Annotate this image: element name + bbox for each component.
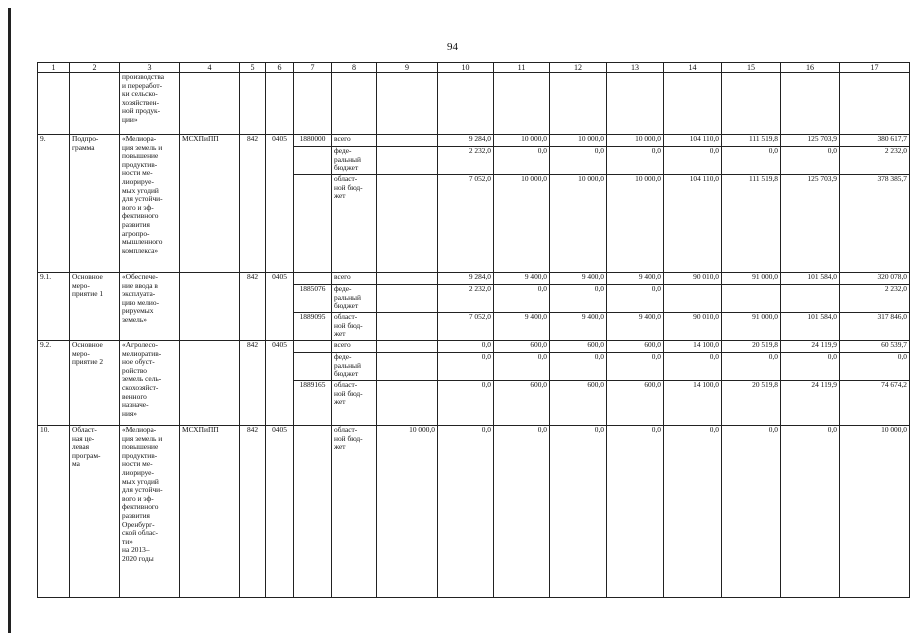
col-header-1: 1 (38, 63, 70, 73)
amount-cell: 378 385,7 (840, 175, 910, 273)
target-article-cell: 1880000 (294, 135, 332, 147)
amount-cell: 0,0 (494, 426, 550, 598)
target-article-cell (294, 175, 332, 273)
amount-cell: 0,0 (438, 381, 494, 426)
amount-cell: 600,0 (494, 341, 550, 353)
amount-cell (550, 73, 607, 135)
funding-source-cell: област- ной бюд- жет (332, 381, 377, 426)
amount-cell: 2 232,0 (840, 147, 910, 175)
amount-cell: 60 539,7 (840, 341, 910, 353)
section-code-cell: 0405 (266, 341, 294, 426)
funding-source-cell: всего (332, 273, 377, 285)
col-header-13: 13 (607, 63, 664, 73)
amount-cell: 104 110,0 (664, 175, 722, 273)
amount-cell: 0,0 (607, 285, 664, 313)
col-header-2: 2 (70, 63, 120, 73)
section-code-cell: 0405 (266, 135, 294, 273)
amount-cell: 10 000,0 (840, 426, 910, 598)
amount-cell (664, 73, 722, 135)
amount-cell: 101 584,0 (781, 273, 840, 285)
amount-cell (377, 341, 438, 353)
amount-cell: 0,0 (550, 285, 607, 313)
row-number-cell: 9.1. (38, 273, 70, 341)
amount-cell: 20 519,8 (722, 381, 781, 426)
row-number-cell: 9.2. (38, 341, 70, 426)
amount-cell (377, 353, 438, 381)
amount-cell: 320 078,0 (840, 273, 910, 285)
item-type-cell: Основное меро- приятие 1 (70, 273, 120, 341)
funding-source-cell: феде- ральный бюджет (332, 285, 377, 313)
amount-cell: 10 000,0 (550, 175, 607, 273)
amount-cell: 600,0 (607, 341, 664, 353)
amount-cell: 0,0 (494, 353, 550, 381)
amount-cell: 2 232,0 (438, 147, 494, 175)
amount-cell (781, 73, 840, 135)
amount-cell: 10 000,0 (377, 426, 438, 598)
amount-cell: 91 000,0 (722, 313, 781, 341)
item-name-cell: производства и переработ- ки сельско- хозяйствен- ной продук- ции» (120, 73, 180, 135)
amount-cell: 9 400,0 (494, 273, 550, 285)
item-name-cell: «Агролесо- мелиоратив- ное обуст- ройство земель сель- скохозяйст- венного назначе- ния» (120, 341, 180, 426)
col-header-3: 3 (120, 63, 180, 73)
amount-cell: 9 400,0 (494, 313, 550, 341)
amount-cell: 90 010,0 (664, 273, 722, 285)
amount-cell: 0,0 (607, 353, 664, 381)
amount-cell: 0,0 (494, 285, 550, 313)
executor-cell: МСХПиПП (180, 135, 240, 273)
amount-cell (781, 285, 840, 313)
amount-cell: 600,0 (550, 341, 607, 353)
amount-cell: 104 110,0 (664, 135, 722, 147)
amount-cell: 0,0 (664, 353, 722, 381)
amount-cell: 600,0 (607, 381, 664, 426)
amount-cell (840, 73, 910, 135)
amount-cell: 9 284,0 (438, 273, 494, 285)
amount-cell (377, 381, 438, 426)
col-header-14: 14 (664, 63, 722, 73)
amount-cell: 9 400,0 (550, 273, 607, 285)
amount-cell: 125 703,9 (781, 175, 840, 273)
amount-cell (377, 313, 438, 341)
budget-table (37, 62, 910, 598)
item-name-cell: «Мелиора- ция земель и повышение продуктив- ности ме- лиорируе- мых угодий для устойчи- вого и эф- фективного развития агропро- мышленного комплекса» (120, 135, 180, 273)
item-name-cell: «Обеспече- ние ввода в эксплуата- цию мелио- рируемых земель» (120, 273, 180, 341)
amount-cell: 10 000,0 (607, 135, 664, 147)
funding-source-cell (332, 73, 377, 135)
target-article-cell (294, 341, 332, 353)
amount-cell: 0,0 (494, 147, 550, 175)
amount-cell (377, 273, 438, 285)
section-code-cell (266, 73, 294, 135)
amount-cell: 14 100,0 (664, 341, 722, 353)
amount-cell: 111 519,8 (722, 175, 781, 273)
col-header-10: 10 (438, 63, 494, 73)
executor-cell: МСХПиПП (180, 426, 240, 598)
amount-cell: 0,0 (722, 426, 781, 598)
amount-cell: 0,0 (664, 426, 722, 598)
executor-cell (180, 341, 240, 426)
amount-cell: 9 400,0 (607, 273, 664, 285)
funding-source-cell: област- ной бюд- жет (332, 175, 377, 273)
row-number-cell: 10. (38, 426, 70, 598)
col-header-9: 9 (377, 63, 438, 73)
amount-cell: 2 232,0 (840, 285, 910, 313)
amount-cell (494, 73, 550, 135)
amount-cell: 24 119,9 (781, 341, 840, 353)
amount-cell: 0,0 (722, 353, 781, 381)
row-number-cell: 9. (38, 135, 70, 273)
amount-cell: 0,0 (781, 147, 840, 175)
col-header-5: 5 (240, 63, 266, 73)
amount-cell: 125 703,9 (781, 135, 840, 147)
amount-cell: 10 000,0 (494, 175, 550, 273)
amount-cell: 0,0 (781, 426, 840, 598)
amount-cell (607, 73, 664, 135)
col-header-8: 8 (332, 63, 377, 73)
amount-cell: 101 584,0 (781, 313, 840, 341)
target-article-cell (294, 273, 332, 285)
target-article-cell (294, 147, 332, 175)
amount-cell: 0,0 (664, 147, 722, 175)
amount-cell: 600,0 (494, 381, 550, 426)
amount-cell: 2 232,0 (438, 285, 494, 313)
amount-cell: 7 052,0 (438, 313, 494, 341)
amount-cell (377, 135, 438, 147)
amount-cell: 9 400,0 (607, 313, 664, 341)
grbs-code-cell: 842 (240, 135, 266, 273)
page-edge-bar (8, 8, 11, 633)
amount-cell: 0,0 (550, 353, 607, 381)
item-name-cell: «Мелиора- ция земель и повышение продуктив- ности ме- лиорируе- мых угодий для устойчи- вого и эф- фективного развития Оренбург- ской облас- ти» на 2013– 2020 годы (120, 426, 180, 598)
page-number: 94 (447, 41, 458, 53)
target-article-cell (294, 73, 332, 135)
amount-cell: 10 000,0 (494, 135, 550, 147)
amount-cell (377, 73, 438, 135)
col-header-17: 17 (840, 63, 910, 73)
item-type-cell: Област- ная це- левая програм- ма (70, 426, 120, 598)
funding-source-cell: област- ной бюд- жет (332, 313, 377, 341)
col-header-12: 12 (550, 63, 607, 73)
amount-cell: 7 052,0 (438, 175, 494, 273)
target-article-cell (294, 353, 332, 381)
amount-cell: 90 010,0 (664, 313, 722, 341)
col-header-7: 7 (294, 63, 332, 73)
amount-cell: 0,0 (438, 426, 494, 598)
col-header-4: 4 (180, 63, 240, 73)
amount-cell (722, 73, 781, 135)
amount-cell: 91 000,0 (722, 273, 781, 285)
amount-cell: 317 846,0 (840, 313, 910, 341)
amount-cell: 0,0 (550, 147, 607, 175)
grbs-code-cell (240, 73, 266, 135)
table-row (38, 341, 910, 353)
amount-cell: 0,0 (607, 147, 664, 175)
amount-cell: 0,0 (840, 353, 910, 381)
section-code-cell: 0405 (266, 273, 294, 341)
executor-cell (180, 273, 240, 341)
col-header-15: 15 (722, 63, 781, 73)
col-header-16: 16 (781, 63, 840, 73)
amount-cell: 0,0 (781, 353, 840, 381)
target-article-cell (294, 426, 332, 598)
amount-cell: 111 519,8 (722, 135, 781, 147)
section-code-cell: 0405 (266, 426, 294, 598)
amount-cell: 9 284,0 (438, 135, 494, 147)
amount-cell: 380 617,7 (840, 135, 910, 147)
amount-cell: 20 519,8 (722, 341, 781, 353)
col-header-11: 11 (494, 63, 550, 73)
amount-cell: 14 100,0 (664, 381, 722, 426)
funding-source-cell: феде- ральный бюджет (332, 147, 377, 175)
funding-source-cell: всего (332, 341, 377, 353)
amount-cell: 74 674,2 (840, 381, 910, 426)
grbs-code-cell: 842 (240, 273, 266, 341)
funding-source-cell: област- ной бюд- жет (332, 426, 377, 598)
amount-cell (377, 175, 438, 273)
table-row (38, 73, 910, 135)
amount-cell: 10 000,0 (607, 175, 664, 273)
amount-cell: 0,0 (607, 426, 664, 598)
amount-cell (664, 285, 722, 313)
table-row (38, 273, 910, 285)
executor-cell (180, 73, 240, 135)
amount-cell (377, 147, 438, 175)
table-row (38, 135, 910, 147)
amount-cell: 0,0 (722, 147, 781, 175)
target-article-cell: 1889165 (294, 381, 332, 426)
amount-cell: 0,0 (438, 353, 494, 381)
target-article-cell: 1885076 (294, 285, 332, 313)
amount-cell (722, 285, 781, 313)
amount-cell (438, 73, 494, 135)
funding-source-cell: всего (332, 135, 377, 147)
item-type-cell (70, 73, 120, 135)
amount-cell: 600,0 (550, 381, 607, 426)
row-number-cell (38, 73, 70, 135)
column-number-header (38, 63, 910, 73)
item-type-cell: Основное меро- приятие 2 (70, 341, 120, 426)
item-type-cell: Подпро- грамма (70, 135, 120, 273)
table-row (38, 426, 910, 598)
col-header-6: 6 (266, 63, 294, 73)
funding-source-cell: феде- ральный бюджет (332, 353, 377, 381)
amount-cell: 24 119,9 (781, 381, 840, 426)
amount-cell: 10 000,0 (550, 135, 607, 147)
amount-cell: 9 400,0 (550, 313, 607, 341)
grbs-code-cell: 842 (240, 426, 266, 598)
amount-cell: 0,0 (438, 341, 494, 353)
grbs-code-cell: 842 (240, 341, 266, 426)
amount-cell (377, 285, 438, 313)
target-article-cell: 1889095 (294, 313, 332, 341)
amount-cell: 0,0 (550, 426, 607, 598)
